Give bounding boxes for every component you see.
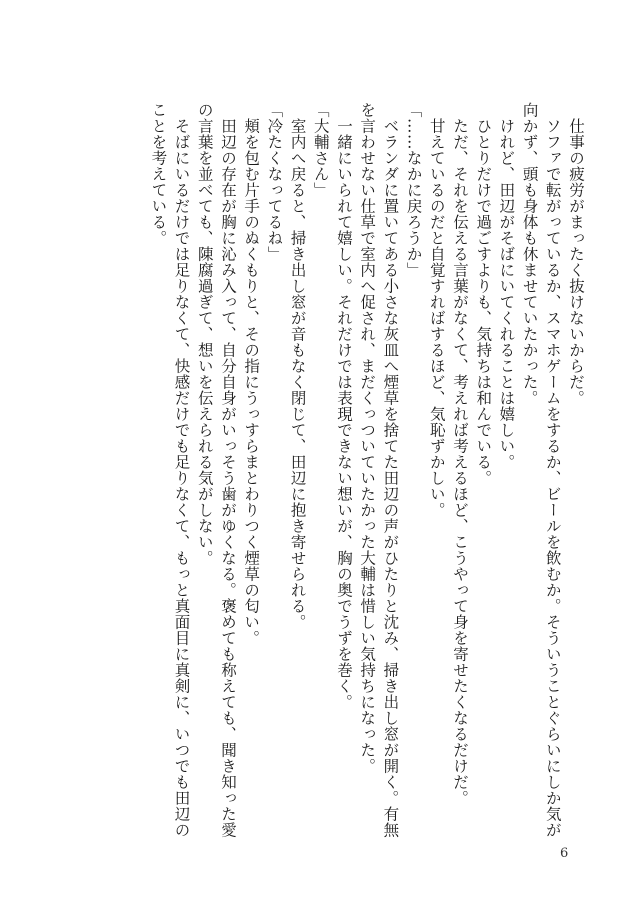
- text-line: 「……なかに戻ろうか」: [404, 102, 423, 278]
- text-line: ソファで転がっているか、スマホゲームをするか、ビールを飲むか。そういうことぐらいにしか気が: [543, 102, 562, 838]
- text-line: ことを考えている。: [149, 102, 168, 246]
- text-line: 頬を包む片手のぬくもりと、その指にうっすらまとわりつく煙草の匂い。: [242, 102, 261, 646]
- text-line: そばにいるだけでは足りなくて、快感だけでも足りなくて、もっと真面目に真剣に、いつでも田辺の: [172, 102, 191, 838]
- text-line: 一緒にいられて嬉しい。それだけでは表現できない想いが、胸の奥でうずを巻く。: [334, 102, 353, 710]
- text-line: ベランダに置いてある小さな灰皿へ煙草を捨てた田辺の声がひたりと沈み、掃き出し窓が開く。有無: [381, 102, 400, 838]
- text-line: 向かず、頭も身体も休ませていたかった。: [520, 102, 539, 406]
- text-line: 「冷たくなってるね」: [265, 102, 284, 262]
- text-line: の言葉を並べても、陳腐過ぎて、想いを伝えられる気がしない。: [195, 102, 214, 566]
- body-text: [146, 102, 587, 842]
- text-line: 甘えているのだと自覚すればするほど、気恥ずかしい。: [427, 102, 446, 518]
- text-line: けれど、田辺がそばにいてくれることは嬉しい。: [497, 102, 516, 470]
- text-line: ただ、それを伝える言葉がなくて、考えれば考えるほど、こうやって身を寄せたくなるだけだ。: [450, 102, 469, 806]
- text-line: 「大輔さん」: [311, 102, 330, 198]
- text-line: ひとりだけで過ごすよりも、気持ちは和んでいる。: [474, 102, 493, 486]
- page-number: 6: [560, 846, 569, 861]
- text-line: を言わせない仕草で室内へ促され、まだくっついていたかった大輔は惜しい気持ちになった。: [358, 102, 377, 774]
- text-line: 仕事の疲労がまったく抜けないからだ。: [567, 102, 585, 406]
- text-line: 田辺の存在が胸に沁み入って、自分自身がいっそう歯がゆくなる。褒めても称えても、聞き知った愛: [218, 102, 237, 838]
- text-line: 室内へ戻ると、掃き出し窓が音もなく閉じて、田辺に抱き寄せられる。: [288, 102, 307, 630]
